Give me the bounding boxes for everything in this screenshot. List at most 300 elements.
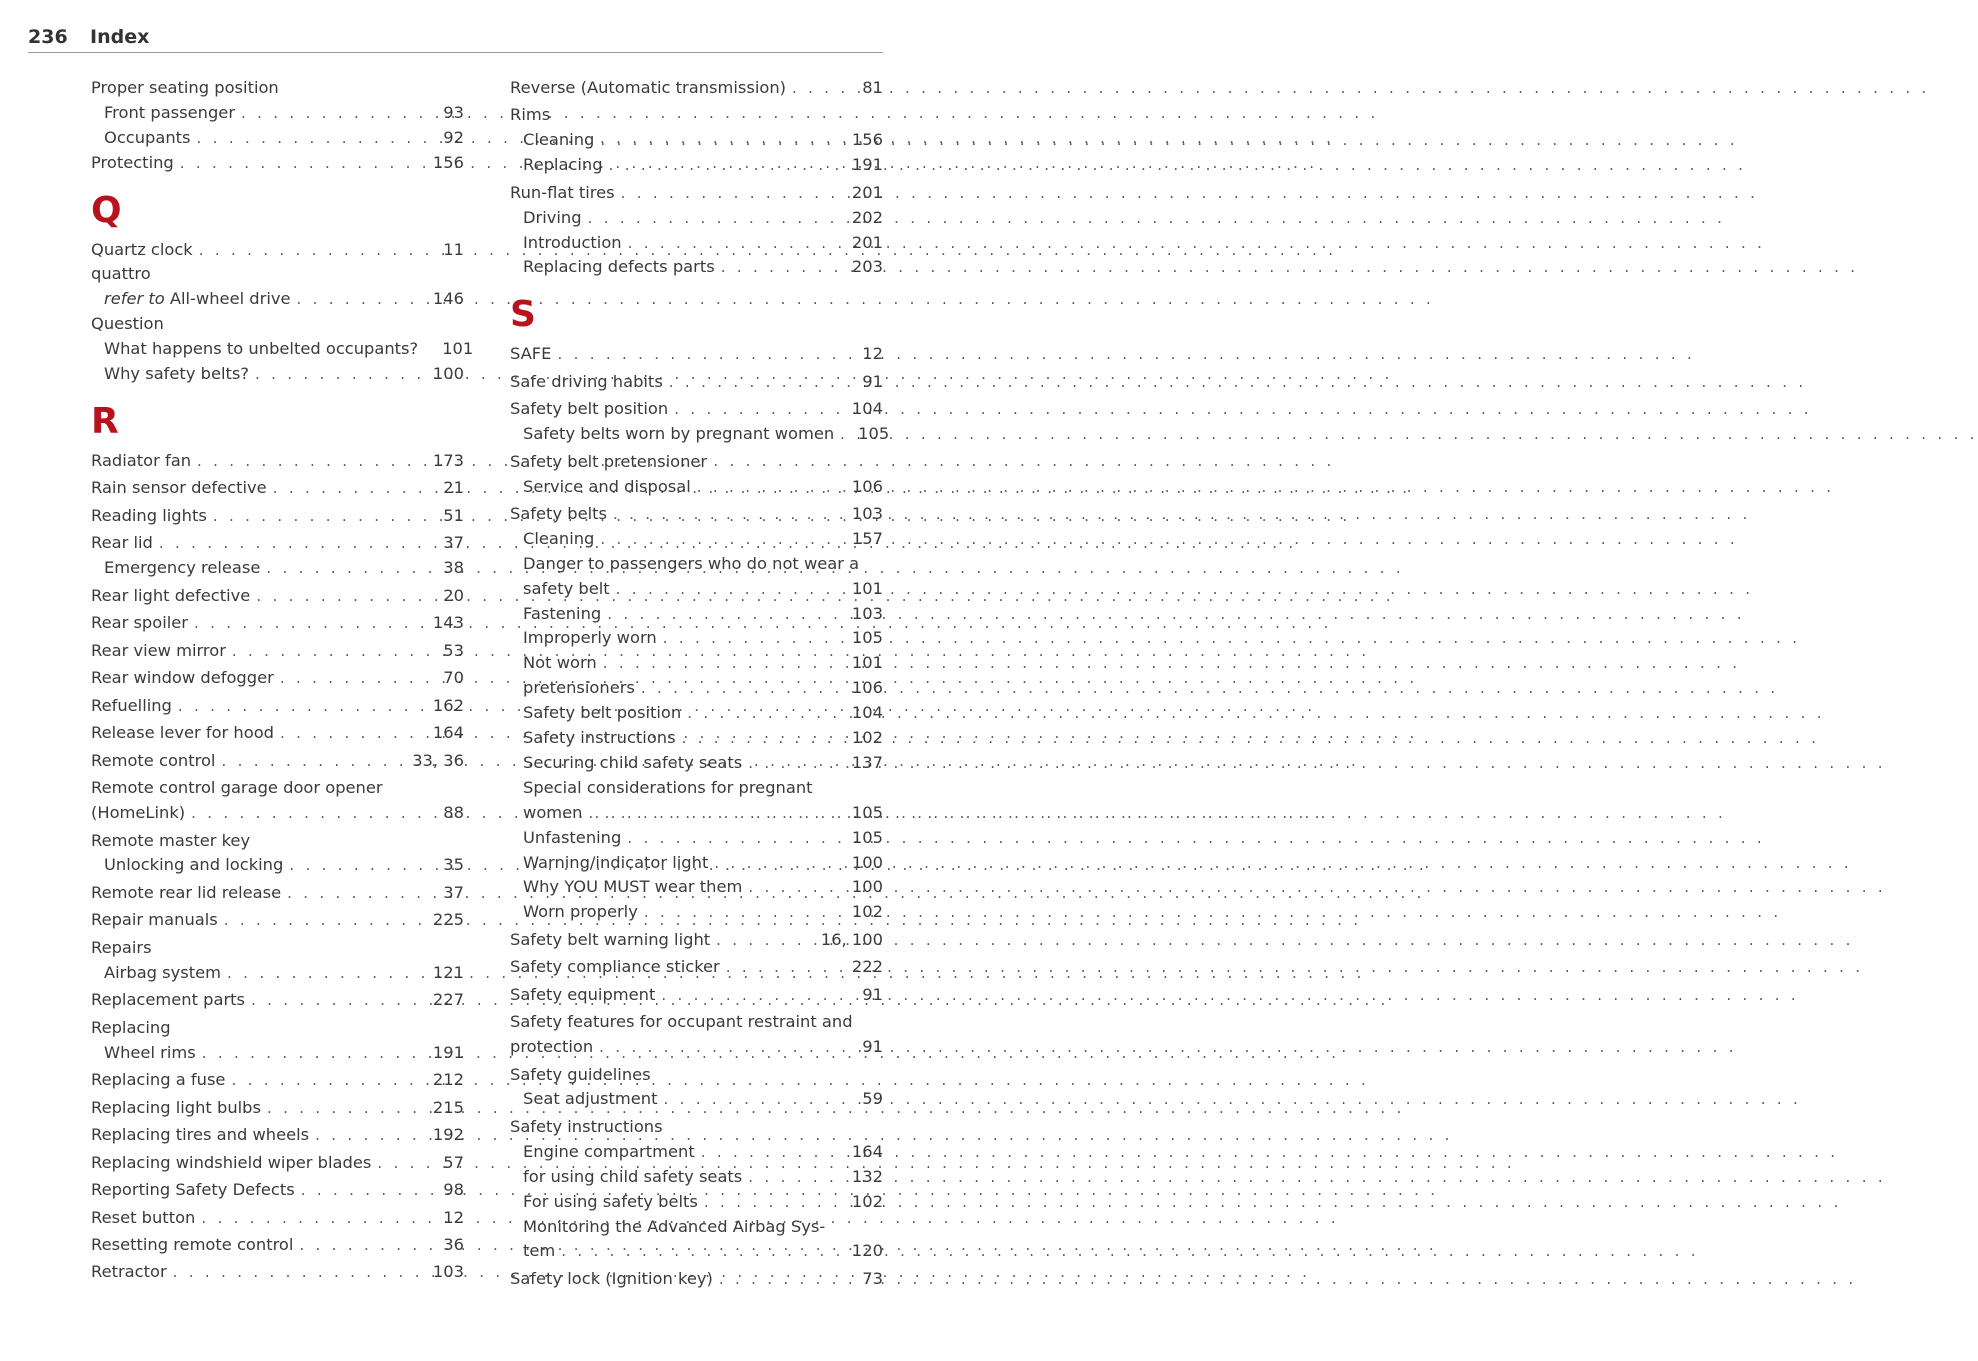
index-subentry <box>510 153 883 178</box>
entry-text: Remote master key <box>91 830 251 850</box>
leader-dots <box>682 726 846 751</box>
leader-dots <box>701 1140 846 1165</box>
entry-text: Unfastening <box>523 827 622 847</box>
page-reference: 91 <box>862 984 883 1004</box>
index-subentry <box>510 577 883 602</box>
page-reference: 143 <box>432 613 464 633</box>
page-reference: 106 <box>851 476 883 496</box>
page-reference: 105 <box>851 628 883 648</box>
index-entry <box>91 801 464 826</box>
entry-label: All-wheel drive <box>164 289 291 309</box>
entry-text: Safety belt position <box>523 703 682 723</box>
index-entry <box>91 312 464 337</box>
page-reference: 137 <box>851 752 883 772</box>
leader-dots <box>840 422 852 447</box>
page-reference: 88 <box>443 803 464 823</box>
leader-dots <box>197 449 427 474</box>
leader-dots <box>748 875 846 900</box>
page-reference: 20 <box>443 585 464 605</box>
leader-dots <box>588 206 846 231</box>
index-subentry <box>510 1239 883 1264</box>
leader-dots <box>627 826 846 851</box>
page-reference: 105 <box>851 802 883 822</box>
entry-text: Securing child safety seats <box>523 752 743 772</box>
entry-text: tem <box>523 1241 556 1261</box>
leader-dots <box>609 153 846 178</box>
index-subentry <box>510 602 883 627</box>
entry-text: Replacement parts <box>91 990 246 1010</box>
entry-text: Safety belt warning light <box>510 929 711 949</box>
entry-text: Why safety belts? <box>104 364 250 384</box>
index-entry <box>91 1178 464 1203</box>
page-reference: 156 <box>432 152 464 172</box>
leader-dots <box>301 1178 438 1203</box>
page-reference: 203 <box>851 257 883 277</box>
leader-dots <box>173 1260 427 1285</box>
page-reference: 91 <box>862 371 883 391</box>
entry-text: Rear spoiler <box>91 613 188 633</box>
index-subentry <box>510 751 883 776</box>
index-entry <box>91 476 464 501</box>
page-reference: 98 <box>443 1180 464 1200</box>
leader-dots <box>241 101 437 126</box>
entry-text: Why YOU MUST wear them <box>523 877 743 897</box>
entry-text: Rain sensor defective <box>91 478 267 498</box>
entry-text: Safety features for occupant restraint and <box>510 1012 853 1032</box>
page-reference: 105 <box>851 827 883 847</box>
index-subentry <box>510 900 883 925</box>
leader-dots <box>748 1165 846 1190</box>
page-reference: 227 <box>432 990 464 1010</box>
page-reference: 132 <box>851 1166 883 1186</box>
page-reference: 103 <box>851 504 883 524</box>
entry-text: Remote rear lid release <box>91 882 282 902</box>
leader-dots <box>202 1041 427 1066</box>
page-reference: 157 <box>851 528 883 548</box>
index-entry <box>510 955 883 980</box>
index-entry <box>91 881 464 906</box>
entry-text: Protecting <box>91 152 174 172</box>
index-subentry <box>510 552 883 577</box>
entry-text: Special considerations for pregnant <box>523 777 813 797</box>
leader-dots <box>697 475 846 500</box>
index-subentry <box>510 255 883 280</box>
entry-text: Rear window defogger <box>91 668 274 688</box>
entry-text: Release lever for hood <box>91 723 274 743</box>
index-entry <box>91 611 464 636</box>
entry-text: Reset button <box>91 1207 196 1227</box>
leader-dots <box>266 556 437 581</box>
entry-text: Run-flat tires <box>510 182 615 202</box>
page-reference: 16, 100 <box>820 929 883 949</box>
entry-text: women <box>523 802 583 822</box>
leader-dots <box>256 584 437 609</box>
page-reference: 59 <box>862 1089 883 1109</box>
index-subentry <box>510 875 883 900</box>
leader-dots <box>199 238 438 263</box>
index-subentry <box>510 1087 883 1112</box>
page-reference: 102 <box>851 1191 883 1211</box>
index-entry <box>510 1267 883 1292</box>
leader-dots <box>315 1123 427 1148</box>
page-reference: 37 <box>443 533 464 553</box>
page-reference: 102 <box>851 902 883 922</box>
index-subentry <box>91 1041 464 1066</box>
leader-dots <box>201 1206 437 1231</box>
entry-text: What happens to unbelted occupants? <box>104 339 419 359</box>
index-entry <box>91 1151 464 1176</box>
index-entry <box>91 936 464 961</box>
index-entry <box>91 151 464 176</box>
leader-dots <box>180 151 427 176</box>
entry-text: Refuelling <box>91 695 172 715</box>
index-subentry <box>91 287 464 312</box>
leader-dots <box>599 1035 856 1060</box>
leader-dots <box>377 1151 437 1176</box>
page-title: Index <box>90 26 150 48</box>
leader-dots <box>197 126 438 151</box>
page-reference: 100 <box>851 852 883 872</box>
page-reference: 12 <box>862 344 883 364</box>
leader-dots <box>714 851 846 876</box>
index-entry <box>91 908 464 933</box>
leader-dots <box>792 76 856 101</box>
index-entry <box>91 776 464 801</box>
leader-dots <box>641 676 846 701</box>
index-entry <box>91 262 464 287</box>
entry-text: Improperly worn <box>523 628 657 648</box>
entry-text: for using child safety seats <box>523 1166 743 1186</box>
entry-text: Replacing windshield wiper blades <box>91 1152 372 1172</box>
entry-text: Rims <box>510 105 551 125</box>
index-entry <box>91 1260 464 1285</box>
page-reference: 51 <box>443 505 464 525</box>
leader-dots <box>289 853 437 878</box>
index-entry <box>510 181 883 206</box>
page-reference: 191 <box>432 1042 464 1062</box>
entry-text: protection <box>510 1037 594 1057</box>
index-entry <box>91 639 464 664</box>
leader-dots <box>669 370 856 395</box>
index-subentry <box>91 362 464 387</box>
leader-dots <box>600 527 846 552</box>
page-reference: 156 <box>851 130 883 150</box>
index-subentry <box>510 128 883 153</box>
page-reference: 162 <box>432 695 464 715</box>
leader-dots <box>231 1068 426 1093</box>
page-reference: 38 <box>443 558 464 578</box>
entry-text: Danger to passengers who do not wear a <box>523 553 860 573</box>
page-reference: 120 <box>851 1241 883 1261</box>
index-subentry <box>510 826 883 851</box>
page-reference: 36 <box>443 1234 464 1254</box>
leader-dots <box>255 362 427 387</box>
index-entry <box>91 1096 464 1121</box>
page-reference: 33, 36 <box>412 750 464 770</box>
index-subentry <box>510 1165 883 1190</box>
entry-text: quattro <box>91 264 151 284</box>
entry-text: Repair manuals <box>91 910 218 930</box>
leader-dots <box>704 1190 846 1215</box>
index-entry <box>91 238 464 263</box>
page-reference: 70 <box>443 668 464 688</box>
index-entry <box>91 449 464 474</box>
page-reference: 92 <box>443 127 464 147</box>
leader-dots <box>616 577 846 602</box>
index-entry <box>510 1115 883 1140</box>
page-reference: 57 <box>443 1152 464 1172</box>
entry-text: Rear lid <box>91 533 153 553</box>
leader-dots <box>251 988 427 1013</box>
entry-text: Safe driving habits <box>510 371 663 391</box>
page-reference: 91 <box>862 1037 883 1057</box>
entry-text: Worn properly <box>523 902 638 922</box>
entry-text: Safety belts <box>510 504 607 524</box>
page-reference: 101 <box>442 339 474 359</box>
entry-text: Replacing tires and wheels <box>91 1125 310 1145</box>
leader-dots <box>297 287 427 312</box>
entry-text: Monitoring the Advanced Airbag Sys- <box>523 1216 826 1236</box>
index-entry <box>91 1123 464 1148</box>
leader-dots <box>719 1267 856 1292</box>
leader-dots <box>224 908 427 933</box>
leader-dots <box>628 231 846 256</box>
index-entry <box>510 1010 883 1035</box>
entry-text: Safety guidelines <box>510 1064 651 1084</box>
entry-text <box>104 287 291 312</box>
entry-text: Emergency release <box>104 558 261 578</box>
entry-text: Replacing light bulbs <box>91 1097 261 1117</box>
leader-dots <box>287 881 437 906</box>
page-reference: 192 <box>432 1125 464 1145</box>
leader-dots <box>213 504 437 529</box>
page-reference: 191 <box>851 155 883 175</box>
leader-dots <box>721 255 846 280</box>
entry-text: Safety equipment <box>510 984 656 1004</box>
page-reference: 103 <box>851 603 883 623</box>
entry-text: Not worn <box>523 653 597 673</box>
index-entry <box>91 988 464 1013</box>
entry-text: safety belt <box>523 578 610 598</box>
index-subentry <box>510 422 890 447</box>
leader-dots <box>613 502 846 527</box>
section-letter: S <box>510 294 536 336</box>
entry-text: Airbag system <box>104 962 222 982</box>
leader-dots <box>687 701 846 726</box>
page-reference: 201 <box>851 232 883 252</box>
leader-dots <box>661 983 856 1008</box>
entry-text: Rear view mirror <box>91 640 226 660</box>
index-entry <box>510 1035 883 1060</box>
index-subentry <box>91 853 464 878</box>
leader-dots <box>159 531 437 556</box>
page-reference: 21 <box>443 478 464 498</box>
page-reference: 100 <box>851 877 883 897</box>
entry-text: Question <box>91 314 164 334</box>
page-header <box>28 22 883 53</box>
entry-text: Replacing a fuse <box>91 1070 226 1090</box>
entry-text: Driving <box>523 207 582 227</box>
entry-text: Replacing defects parts <box>523 257 715 277</box>
page-reference: 104 <box>851 399 883 419</box>
entry-text: Replacing <box>91 1017 171 1037</box>
page-reference: 215 <box>432 1097 464 1117</box>
index-entry <box>91 76 464 101</box>
leader-dots <box>221 749 406 774</box>
page-reference: 173 <box>432 450 464 470</box>
leader-dots <box>232 639 437 664</box>
leader-dots <box>607 602 846 627</box>
entry-text: Wheel rims <box>104 1042 196 1062</box>
index-entry <box>510 983 883 1008</box>
entry-text: Cleaning <box>523 130 595 150</box>
index-subentry <box>91 961 464 986</box>
index-subentry <box>510 1190 883 1215</box>
entry-text: Replacing <box>523 155 603 175</box>
entry-text: Occupants <box>104 127 191 147</box>
page-reference: 81 <box>862 78 883 97</box>
entry-text: Reverse (Automatic transmission) <box>510 78 787 97</box>
page-reference: 222 <box>851 957 883 977</box>
index-subentry <box>91 556 464 581</box>
leader-dots <box>561 1239 846 1264</box>
index-subentry <box>510 1140 883 1165</box>
entry-text: Safety instructions <box>523 728 676 748</box>
index-subentry <box>91 337 474 362</box>
index-entry <box>91 531 464 556</box>
index-entry <box>91 749 464 774</box>
page-reference: 146 <box>432 289 464 309</box>
index-subentry <box>91 101 464 126</box>
index-subentry <box>510 801 883 826</box>
entry-text: Safety belts worn by pregnant women <box>523 424 835 444</box>
leader-dots <box>194 611 427 636</box>
entry-text: Safety lock (Ignition key) <box>510 1268 713 1288</box>
entry-text: Safety belt pretensioner <box>510 451 708 471</box>
leader-dots <box>726 955 846 980</box>
page-reference: 93 <box>443 102 464 122</box>
section-letter: R <box>91 400 119 442</box>
entry-text: Engine compartment <box>523 1141 695 1161</box>
section-letter: Q <box>91 189 122 231</box>
leader-dots <box>621 181 846 206</box>
page-reference: 212 <box>432 1070 464 1090</box>
index-subentry <box>510 776 883 801</box>
page-reference: 104 <box>851 703 883 723</box>
index-column-left <box>91 76 474 1285</box>
leader-dots <box>664 1087 857 1112</box>
index-subentry <box>510 527 883 552</box>
index-entry <box>91 721 464 746</box>
index-entry <box>91 666 464 691</box>
entry-text: Safety compliance sticker <box>510 957 720 977</box>
index-entry <box>510 1063 883 1088</box>
leader-dots <box>663 626 846 651</box>
index-entry <box>510 397 883 422</box>
page-reference: 53 <box>443 640 464 660</box>
page-reference: 37 <box>443 882 464 902</box>
page-reference: 102 <box>851 728 883 748</box>
leader-dots <box>588 801 845 826</box>
index-entry <box>91 1206 464 1231</box>
index-entry <box>91 1068 464 1093</box>
entry-text: Reporting Safety Defects <box>91 1180 295 1200</box>
entry-text: Safety belt position <box>510 399 669 419</box>
entry-text: Safety instructions <box>510 1116 663 1136</box>
page-reference: 164 <box>432 723 464 743</box>
leader-dots <box>267 1096 427 1121</box>
entry-text: Service and disposal <box>523 476 691 496</box>
leader-dots <box>644 900 846 925</box>
entry-text: Repairs <box>91 937 152 957</box>
index-subentry <box>510 651 883 676</box>
index-subentry <box>510 726 883 751</box>
index-entry <box>91 504 464 529</box>
entry-text: Unlocking and locking <box>104 855 284 875</box>
leader-dots <box>273 476 438 501</box>
leader-dots <box>280 666 437 691</box>
entry-text: Fastening <box>523 603 602 623</box>
index-subentry <box>510 231 883 256</box>
entry-text: (HomeLink) <box>91 803 186 823</box>
index-column-right <box>510 76 890 1292</box>
leader-dots <box>603 651 846 676</box>
index-subentry <box>510 206 883 231</box>
leader-dots <box>600 128 846 153</box>
index-subentry <box>510 1215 883 1240</box>
index-entry <box>510 370 883 395</box>
page-reference: 225 <box>432 910 464 930</box>
index-subentry <box>510 475 883 500</box>
page-reference: 201 <box>851 182 883 202</box>
entry-text: Remote control garage door opener <box>91 778 383 798</box>
page-reference: 12 <box>443 1207 464 1227</box>
index-entry <box>510 928 883 953</box>
page-reference: 202 <box>851 207 883 227</box>
entry-text: Radiator fan <box>91 450 192 470</box>
page-reference: 101 <box>851 578 883 598</box>
leader-dots <box>280 721 427 746</box>
index-subentry <box>510 626 883 651</box>
page-reference: 35 <box>443 855 464 875</box>
entry-text: Seat adjustment <box>523 1089 658 1109</box>
entry-text: For using safety belts <box>523 1191 698 1211</box>
entry-text: Reading lights <box>91 505 207 525</box>
leader-dots <box>557 342 856 367</box>
entry-text: Proper seating position <box>91 78 279 97</box>
entry-text: Cleaning <box>523 528 595 548</box>
index-entry <box>91 584 464 609</box>
leader-dots <box>178 694 427 719</box>
page-reference: 11 <box>443 239 464 259</box>
index-entry <box>91 1016 464 1041</box>
leader-dots <box>674 397 846 422</box>
entry-text: Warning/indicator light <box>523 852 709 872</box>
page-number: 236 <box>28 26 68 48</box>
index-subentry <box>510 701 883 726</box>
page-reference: 103 <box>432 1262 464 1282</box>
index-subentry <box>510 676 883 701</box>
leader-dots <box>191 801 437 826</box>
index-entry <box>510 76 883 101</box>
entry-text: Remote control <box>91 750 216 770</box>
page-reference: 164 <box>851 1141 883 1161</box>
leader-dots <box>716 928 815 953</box>
page-reference: 105 <box>858 424 890 444</box>
index-entry <box>91 829 464 854</box>
page-reference: 100 <box>432 364 464 384</box>
index-entry <box>91 694 464 719</box>
